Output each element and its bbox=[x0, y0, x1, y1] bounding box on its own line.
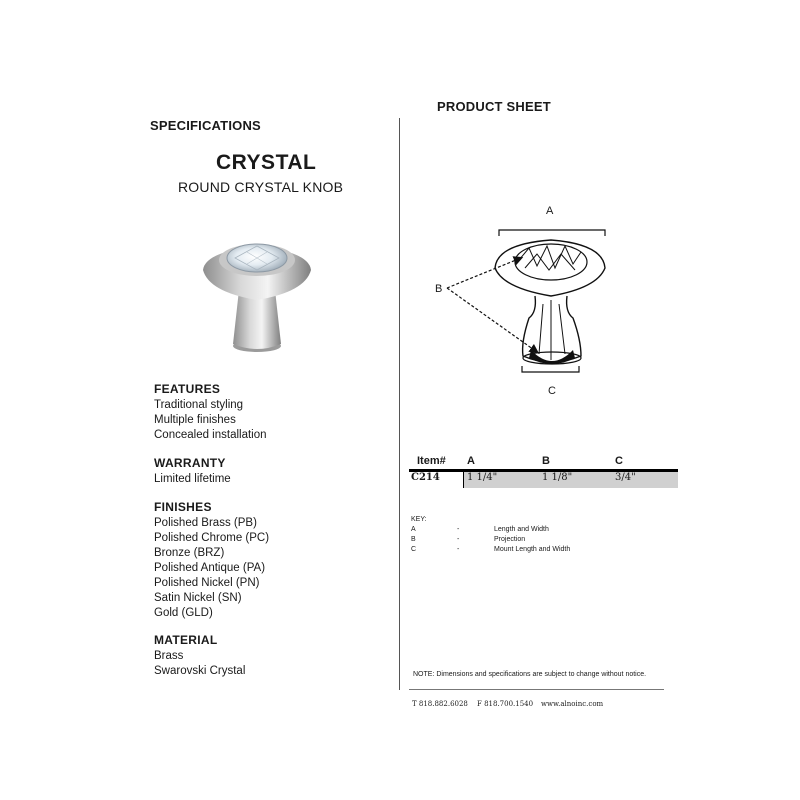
spec-table bbox=[409, 455, 678, 488]
key-row bbox=[411, 535, 671, 545]
key-dash: - bbox=[457, 546, 460, 553]
footer-website: www.alnoinc.com bbox=[541, 700, 604, 708]
dimension-a-label: A bbox=[546, 205, 554, 217]
specifications-heading: SPECIFICATIONS bbox=[150, 118, 261, 133]
product-photo bbox=[195, 222, 343, 370]
key-row bbox=[411, 545, 671, 555]
warranty-item: Limited lifetime bbox=[154, 473, 231, 485]
header-c: C bbox=[615, 455, 623, 467]
cell-a: 1 1/4" bbox=[467, 472, 498, 483]
footer-phone: T 818.882.6028 bbox=[412, 700, 468, 708]
warranty-heading: WARRANTY bbox=[154, 456, 226, 470]
table-header-row bbox=[409, 455, 678, 469]
dimension-c-bracket bbox=[522, 366, 579, 372]
finish-item: Satin Nickel (SN) bbox=[154, 592, 242, 604]
features-section bbox=[154, 382, 267, 443]
dimension-a-bracket bbox=[499, 230, 605, 236]
dimension-c-label: C bbox=[548, 385, 556, 397]
dimension-b-label: B bbox=[435, 283, 443, 295]
table-row bbox=[409, 472, 678, 488]
finish-item: Polished Antique (PA) bbox=[154, 562, 266, 574]
key-title: KEY: bbox=[411, 516, 427, 523]
material-heading: MATERIAL bbox=[154, 633, 218, 647]
dimension-diagram bbox=[425, 200, 625, 400]
key-dash: - bbox=[457, 526, 460, 533]
finish-item: Polished Chrome (PC) bbox=[154, 532, 270, 544]
material-item: Swarovski Crystal bbox=[154, 665, 246, 677]
footer-fax: F 818.700.1540 bbox=[477, 700, 534, 708]
feature-item: Multiple finishes bbox=[154, 414, 236, 426]
cell-b: 1 1/8" bbox=[542, 472, 573, 483]
product-name: CRYSTAL bbox=[216, 151, 317, 174]
cell-c: 3/4" bbox=[615, 472, 636, 483]
disclaimer-note: NOTE: Dimensions and specifications are subject to change without notice. bbox=[413, 671, 647, 678]
finish-item: Bronze (BRZ) bbox=[154, 547, 225, 559]
key-meaning: Projection bbox=[494, 536, 526, 543]
key-dash: - bbox=[457, 536, 460, 543]
key-meaning: Length and Width bbox=[494, 526, 549, 533]
key-meaning: Mount Length and Width bbox=[494, 546, 571, 553]
product-description: ROUND CRYSTAL KNOB bbox=[178, 179, 344, 195]
feature-item: Concealed installation bbox=[154, 429, 267, 441]
header-item: Item# bbox=[417, 455, 446, 467]
header-a: A bbox=[467, 455, 475, 467]
key-letter: A bbox=[411, 526, 416, 533]
features-heading: FEATURES bbox=[154, 382, 221, 396]
product-sheet-heading: PRODUCT SHEET bbox=[437, 99, 551, 114]
dimension-key bbox=[411, 515, 671, 555]
material-item: Brass bbox=[154, 650, 184, 662]
finish-item: Gold (GLD) bbox=[154, 607, 213, 619]
feature-item: Traditional styling bbox=[154, 399, 244, 411]
column-divider bbox=[399, 118, 400, 690]
finish-item: Polished Brass (PB) bbox=[154, 517, 257, 529]
key-letter: B bbox=[411, 536, 416, 543]
finishes-section bbox=[154, 500, 269, 621]
footer-rule bbox=[409, 689, 664, 690]
cell-item: C214 bbox=[411, 472, 440, 483]
warranty-section bbox=[154, 456, 231, 487]
finish-item: Polished Nickel (PN) bbox=[154, 577, 260, 589]
material-section bbox=[154, 633, 245, 679]
key-row bbox=[411, 525, 671, 535]
finishes-heading: FINISHES bbox=[154, 500, 212, 514]
key-letter: C bbox=[411, 546, 417, 553]
header-b: B bbox=[542, 455, 550, 467]
